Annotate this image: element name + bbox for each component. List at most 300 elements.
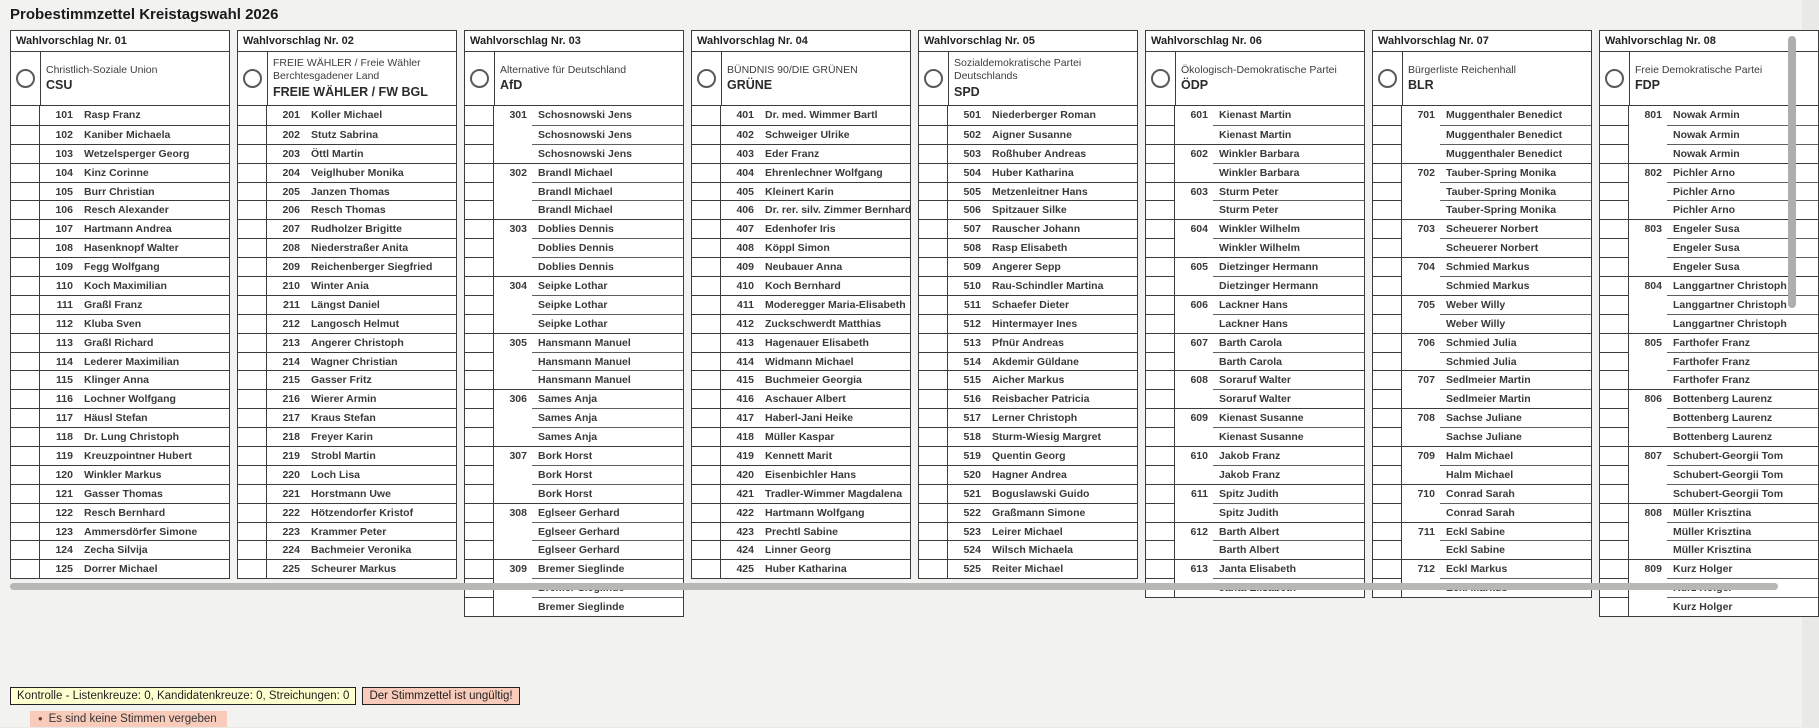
candidate-vote-checkbox[interactable] bbox=[1600, 182, 1629, 201]
candidate-vote-checkbox[interactable] bbox=[1373, 484, 1402, 503]
candidate-vote-checkbox[interactable] bbox=[11, 559, 40, 578]
candidate-vote-checkbox[interactable] bbox=[238, 540, 267, 559]
candidate-vote-checkbox[interactable] bbox=[1600, 503, 1629, 522]
candidate-name: Graßl Franz bbox=[78, 295, 229, 314]
candidate-row bbox=[919, 370, 1137, 389]
candidate-vote-checkbox[interactable] bbox=[465, 276, 494, 295]
candidate-vote-checkbox[interactable] bbox=[11, 484, 40, 503]
candidate-name: Koch Maximilian bbox=[78, 276, 229, 295]
candidate-vote-checkbox[interactable] bbox=[1373, 408, 1402, 427]
candidate-vote-checkbox[interactable] bbox=[692, 503, 721, 522]
candidate-name: Sames Anja bbox=[532, 427, 683, 446]
candidate-vote-checkbox[interactable] bbox=[1373, 446, 1402, 465]
candidate-vote-checkbox[interactable] bbox=[919, 333, 948, 352]
candidate-vote-checkbox[interactable] bbox=[692, 352, 721, 371]
candidate-number: 519 bbox=[948, 446, 986, 465]
candidate-vote-checkbox[interactable] bbox=[11, 370, 40, 389]
candidate-vote-checkbox[interactable] bbox=[1146, 465, 1175, 484]
candidate-vote-checkbox[interactable] bbox=[1600, 238, 1629, 257]
candidate-vote-checkbox[interactable] bbox=[1373, 522, 1402, 541]
candidate-name: Tradler-Wimmer Magdalena bbox=[759, 484, 910, 503]
candidate-vote-checkbox[interactable] bbox=[1373, 257, 1402, 276]
candidate-vote-checkbox[interactable] bbox=[692, 484, 721, 503]
candidate-number: 420 bbox=[721, 465, 759, 484]
candidate-name: Langosch Helmut bbox=[305, 314, 456, 333]
candidate-vote-checkbox[interactable] bbox=[692, 408, 721, 427]
candidate-vote-checkbox[interactable] bbox=[1600, 540, 1629, 559]
candidate-vote-checkbox[interactable] bbox=[1146, 408, 1175, 427]
list-vote-radio[interactable] bbox=[1378, 69, 1397, 88]
candidate-vote-checkbox[interactable] bbox=[465, 333, 494, 352]
list-vote-cell[interactable] bbox=[1600, 52, 1630, 105]
candidate-vote-checkbox[interactable] bbox=[1146, 144, 1175, 163]
candidate-vote-checkbox[interactable] bbox=[919, 408, 948, 427]
candidate-vote-checkbox[interactable] bbox=[1600, 295, 1629, 314]
candidate-vote-checkbox[interactable] bbox=[692, 333, 721, 352]
candidate-vote-checkbox[interactable] bbox=[1146, 370, 1175, 389]
candidate-vote-checkbox[interactable] bbox=[1146, 446, 1175, 465]
candidate-vote-checkbox[interactable] bbox=[238, 503, 267, 522]
candidate-vote-checkbox[interactable] bbox=[692, 276, 721, 295]
candidate-vote-checkbox[interactable] bbox=[238, 352, 267, 371]
candidate-vote-checkbox[interactable] bbox=[238, 314, 267, 333]
candidate-vote-checkbox[interactable] bbox=[919, 389, 948, 408]
candidate-vote-checkbox[interactable] bbox=[692, 314, 721, 333]
candidate-vote-checkbox[interactable] bbox=[1146, 559, 1175, 578]
candidate-name: Seipke Lothar bbox=[532, 295, 683, 314]
candidate-vote-checkbox[interactable] bbox=[1600, 125, 1629, 144]
candidate-vote-checkbox[interactable] bbox=[692, 427, 721, 446]
candidate-vote-checkbox[interactable] bbox=[1373, 125, 1402, 144]
candidate-vote-checkbox[interactable] bbox=[238, 125, 267, 144]
candidate-vote-checkbox[interactable] bbox=[692, 446, 721, 465]
candidate-vote-checkbox[interactable] bbox=[465, 370, 494, 389]
candidate-vote-checkbox[interactable] bbox=[1600, 106, 1629, 125]
candidate-name: Eglseer Gerhard bbox=[532, 503, 683, 522]
candidate-vote-checkbox[interactable] bbox=[238, 295, 267, 314]
candidate-vote-checkbox[interactable] bbox=[919, 295, 948, 314]
candidate-vote-checkbox[interactable] bbox=[919, 106, 948, 125]
party-abbreviation: GRÜNE bbox=[727, 77, 773, 92]
candidate-vote-checkbox[interactable] bbox=[919, 314, 948, 333]
candidate-vote-checkbox[interactable] bbox=[919, 200, 948, 219]
candidate-vote-checkbox[interactable] bbox=[11, 314, 40, 333]
candidate-vote-checkbox[interactable] bbox=[238, 238, 267, 257]
candidate-row bbox=[238, 352, 456, 371]
candidate-vote-checkbox[interactable] bbox=[238, 522, 267, 541]
candidate-vote-checkbox[interactable] bbox=[11, 333, 40, 352]
candidate-number bbox=[1175, 352, 1213, 371]
candidate-vote-checkbox[interactable] bbox=[1373, 559, 1402, 578]
candidate-vote-checkbox[interactable] bbox=[692, 540, 721, 559]
list-vote-cell[interactable] bbox=[692, 52, 722, 105]
candidate-vote-checkbox[interactable] bbox=[1600, 389, 1629, 408]
candidate-vote-checkbox[interactable] bbox=[1146, 238, 1175, 257]
candidate-vote-checkbox[interactable] bbox=[238, 144, 267, 163]
candidate-vote-checkbox[interactable] bbox=[1146, 352, 1175, 371]
candidate-name: Linner Georg bbox=[759, 540, 910, 559]
candidate-vote-checkbox[interactable] bbox=[11, 522, 40, 541]
candidate-vote-checkbox[interactable] bbox=[238, 446, 267, 465]
candidate-number: 712 bbox=[1402, 559, 1440, 578]
candidate-number bbox=[1175, 503, 1213, 522]
candidate-name: Kluba Sven bbox=[78, 314, 229, 333]
candidate-vote-checkbox[interactable] bbox=[919, 522, 948, 541]
candidate-vote-checkbox[interactable] bbox=[465, 238, 494, 257]
candidate-vote-checkbox[interactable] bbox=[238, 370, 267, 389]
candidate-row bbox=[465, 276, 683, 295]
candidate-vote-checkbox[interactable] bbox=[238, 276, 267, 295]
candidate-name: Längst Daniel bbox=[305, 295, 456, 314]
candidate-name: Sturm-Wiesig Margret bbox=[986, 427, 1137, 446]
candidate-vote-checkbox[interactable] bbox=[1373, 503, 1402, 522]
list-vote-cell[interactable] bbox=[1373, 52, 1403, 105]
candidate-row bbox=[1600, 484, 1818, 503]
candidate-vote-checkbox[interactable] bbox=[1146, 333, 1175, 352]
candidate-vote-checkbox[interactable] bbox=[1146, 106, 1175, 125]
candidate-vote-checkbox[interactable] bbox=[1146, 276, 1175, 295]
candidate-row bbox=[1146, 295, 1364, 314]
candidate-vote-checkbox[interactable] bbox=[692, 144, 721, 163]
candidate-vote-checkbox[interactable] bbox=[919, 446, 948, 465]
candidate-vote-checkbox[interactable] bbox=[919, 163, 948, 182]
candidate-vote-checkbox[interactable] bbox=[1373, 540, 1402, 559]
candidate-vote-checkbox[interactable] bbox=[692, 522, 721, 541]
candidate-vote-checkbox[interactable] bbox=[465, 559, 494, 578]
candidate-vote-checkbox[interactable] bbox=[465, 125, 494, 144]
candidate-vote-checkbox[interactable] bbox=[692, 219, 721, 238]
candidate-vote-checkbox[interactable] bbox=[11, 106, 40, 125]
candidate-name: Engeler Susa bbox=[1667, 238, 1818, 257]
candidate-rows bbox=[11, 106, 229, 578]
candidate-row bbox=[1373, 370, 1591, 389]
candidate-vote-checkbox[interactable] bbox=[238, 106, 267, 125]
wahlvorschlag-column-01 bbox=[10, 30, 230, 579]
candidate-name: Krammer Peter bbox=[305, 522, 456, 541]
candidate-vote-checkbox[interactable] bbox=[1600, 333, 1629, 352]
candidate-vote-checkbox[interactable] bbox=[465, 144, 494, 163]
candidate-number: 809 bbox=[1629, 559, 1667, 578]
candidate-number: 106 bbox=[40, 200, 78, 219]
candidate-vote-checkbox[interactable] bbox=[1373, 276, 1402, 295]
list-vote-radio[interactable] bbox=[16, 69, 35, 88]
candidate-number: 805 bbox=[1629, 333, 1667, 352]
candidate-vote-checkbox[interactable] bbox=[919, 465, 948, 484]
candidate-vote-checkbox[interactable] bbox=[919, 276, 948, 295]
candidate-vote-checkbox[interactable] bbox=[919, 238, 948, 257]
candidate-vote-checkbox[interactable] bbox=[11, 503, 40, 522]
candidate-vote-checkbox[interactable] bbox=[1600, 597, 1629, 616]
candidate-vote-checkbox[interactable] bbox=[465, 427, 494, 446]
bullet-icon: • bbox=[38, 711, 43, 726]
candidate-vote-checkbox[interactable] bbox=[1373, 200, 1402, 219]
candidate-vote-checkbox[interactable] bbox=[238, 389, 267, 408]
candidate-row bbox=[465, 559, 683, 578]
candidate-vote-checkbox[interactable] bbox=[1373, 238, 1402, 257]
candidate-vote-checkbox[interactable] bbox=[1146, 182, 1175, 201]
candidate-name: Hartmann Andrea bbox=[78, 219, 229, 238]
vertical-scrollbar[interactable] bbox=[1788, 36, 1796, 308]
candidate-number: 102 bbox=[40, 125, 78, 144]
candidate-vote-checkbox[interactable] bbox=[692, 370, 721, 389]
candidate-vote-checkbox[interactable] bbox=[11, 465, 40, 484]
candidate-vote-checkbox[interactable] bbox=[1600, 219, 1629, 238]
candidate-vote-checkbox[interactable] bbox=[919, 219, 948, 238]
candidate-row bbox=[1600, 144, 1818, 163]
candidate-vote-checkbox[interactable] bbox=[919, 503, 948, 522]
candidate-vote-checkbox[interactable] bbox=[1600, 276, 1629, 295]
candidate-name: Lerner Christoph bbox=[986, 408, 1137, 427]
candidate-vote-checkbox[interactable] bbox=[1146, 540, 1175, 559]
list-vote-radio[interactable] bbox=[470, 69, 489, 88]
candidate-vote-checkbox[interactable] bbox=[1146, 125, 1175, 144]
candidate-vote-checkbox[interactable] bbox=[919, 540, 948, 559]
candidate-vote-checkbox[interactable] bbox=[465, 314, 494, 333]
candidate-vote-checkbox[interactable] bbox=[238, 427, 267, 446]
candidate-name: Schosnowski Jens bbox=[532, 144, 683, 163]
candidate-number: 413 bbox=[721, 333, 759, 352]
candidate-vote-checkbox[interactable] bbox=[1373, 333, 1402, 352]
list-vote-radio[interactable] bbox=[924, 69, 943, 88]
candidate-vote-checkbox[interactable] bbox=[465, 446, 494, 465]
candidate-vote-checkbox[interactable] bbox=[238, 182, 267, 201]
candidate-row bbox=[465, 427, 683, 446]
candidate-name: Schweiger Ulrike bbox=[759, 125, 910, 144]
candidate-vote-checkbox[interactable] bbox=[919, 427, 948, 446]
candidate-number bbox=[1175, 389, 1213, 408]
candidate-vote-checkbox[interactable] bbox=[465, 352, 494, 371]
candidate-row bbox=[692, 200, 910, 219]
candidate-vote-checkbox[interactable] bbox=[1373, 370, 1402, 389]
candidate-vote-checkbox[interactable] bbox=[238, 484, 267, 503]
candidate-vote-checkbox[interactable] bbox=[1373, 389, 1402, 408]
candidate-vote-checkbox[interactable] bbox=[465, 257, 494, 276]
candidate-number bbox=[1402, 182, 1440, 201]
candidate-vote-checkbox[interactable] bbox=[238, 257, 267, 276]
candidate-vote-checkbox[interactable] bbox=[465, 540, 494, 559]
candidate-vote-checkbox[interactable] bbox=[692, 106, 721, 125]
candidate-vote-checkbox[interactable] bbox=[1146, 200, 1175, 219]
candidate-name: Müller Krisztina bbox=[1667, 503, 1818, 522]
candidate-number: 802 bbox=[1629, 163, 1667, 182]
candidate-vote-checkbox[interactable] bbox=[465, 522, 494, 541]
candidate-number bbox=[1402, 314, 1440, 333]
candidate-vote-checkbox[interactable] bbox=[1146, 314, 1175, 333]
candidate-vote-checkbox[interactable] bbox=[919, 559, 948, 578]
candidate-vote-checkbox[interactable] bbox=[692, 295, 721, 314]
candidate-number bbox=[1629, 182, 1667, 201]
candidate-vote-checkbox[interactable] bbox=[1373, 219, 1402, 238]
candidate-vote-checkbox[interactable] bbox=[692, 200, 721, 219]
candidate-name: Öttl Martin bbox=[305, 144, 456, 163]
candidate-number bbox=[1402, 503, 1440, 522]
candidate-vote-checkbox[interactable] bbox=[11, 427, 40, 446]
candidate-vote-checkbox[interactable] bbox=[919, 352, 948, 371]
candidate-vote-checkbox[interactable] bbox=[465, 163, 494, 182]
candidate-name: Müller Krisztina bbox=[1667, 522, 1818, 541]
candidate-vote-checkbox[interactable] bbox=[1600, 352, 1629, 371]
candidate-row bbox=[11, 182, 229, 201]
candidate-name: Rau-Schindler Martina bbox=[986, 276, 1137, 295]
candidate-vote-checkbox[interactable] bbox=[1146, 484, 1175, 503]
candidate-vote-checkbox[interactable] bbox=[465, 200, 494, 219]
candidate-vote-checkbox[interactable] bbox=[11, 389, 40, 408]
candidate-vote-checkbox[interactable] bbox=[238, 408, 267, 427]
candidate-vote-checkbox[interactable] bbox=[1373, 295, 1402, 314]
candidate-vote-checkbox[interactable] bbox=[11, 540, 40, 559]
candidate-vote-checkbox[interactable] bbox=[1373, 182, 1402, 201]
candidate-vote-checkbox[interactable] bbox=[1600, 163, 1629, 182]
candidate-vote-checkbox[interactable] bbox=[1600, 144, 1629, 163]
candidate-vote-checkbox[interactable] bbox=[692, 238, 721, 257]
candidate-vote-checkbox[interactable] bbox=[1600, 559, 1629, 578]
candidate-row bbox=[11, 238, 229, 257]
list-vote-radio[interactable] bbox=[697, 69, 716, 88]
candidate-vote-checkbox[interactable] bbox=[919, 144, 948, 163]
candidate-vote-checkbox[interactable] bbox=[11, 446, 40, 465]
party-info bbox=[949, 52, 1137, 105]
candidate-vote-checkbox[interactable] bbox=[465, 219, 494, 238]
candidate-vote-checkbox[interactable] bbox=[1600, 200, 1629, 219]
candidate-vote-checkbox[interactable] bbox=[1600, 484, 1629, 503]
candidate-name: Wierer Armin bbox=[305, 389, 456, 408]
candidate-vote-checkbox[interactable] bbox=[1600, 370, 1629, 389]
party-abbreviation: ÖDP bbox=[1181, 77, 1209, 92]
candidate-vote-checkbox[interactable] bbox=[1373, 106, 1402, 125]
candidate-vote-checkbox[interactable] bbox=[238, 465, 267, 484]
candidate-row bbox=[692, 446, 910, 465]
candidate-vote-checkbox[interactable] bbox=[465, 182, 494, 201]
candidate-row bbox=[919, 540, 1137, 559]
candidate-vote-checkbox[interactable] bbox=[1600, 408, 1629, 427]
candidate-vote-checkbox[interactable] bbox=[1373, 144, 1402, 163]
candidate-vote-checkbox[interactable] bbox=[1146, 163, 1175, 182]
candidate-row bbox=[1600, 503, 1818, 522]
candidate-vote-checkbox[interactable] bbox=[692, 465, 721, 484]
candidate-name: Graßmann Simone bbox=[986, 503, 1137, 522]
candidate-vote-checkbox[interactable] bbox=[692, 182, 721, 201]
candidate-vote-checkbox[interactable] bbox=[465, 389, 494, 408]
candidate-number bbox=[494, 465, 532, 484]
candidate-name: Gasser Fritz bbox=[305, 370, 456, 389]
candidate-vote-checkbox[interactable] bbox=[11, 144, 40, 163]
candidate-vote-checkbox[interactable] bbox=[1600, 427, 1629, 446]
candidate-number: 101 bbox=[55, 109, 73, 122]
candidate-row bbox=[692, 540, 910, 559]
candidate-vote-checkbox[interactable] bbox=[11, 182, 40, 201]
candidate-vote-checkbox[interactable] bbox=[1373, 163, 1402, 182]
candidate-row bbox=[1600, 540, 1818, 559]
candidate-vote-checkbox[interactable] bbox=[1146, 295, 1175, 314]
candidate-vote-checkbox[interactable] bbox=[1600, 257, 1629, 276]
candidate-vote-checkbox[interactable] bbox=[465, 465, 494, 484]
candidate-vote-checkbox[interactable] bbox=[11, 219, 40, 238]
candidate-vote-checkbox[interactable] bbox=[238, 163, 267, 182]
candidate-name: Pfnür Andreas bbox=[986, 333, 1137, 352]
candidate-vote-checkbox[interactable] bbox=[11, 257, 40, 276]
candidate-vote-checkbox[interactable] bbox=[1146, 503, 1175, 522]
candidate-vote-checkbox[interactable] bbox=[1146, 389, 1175, 408]
candidate-vote-checkbox[interactable] bbox=[11, 408, 40, 427]
candidate-vote-checkbox[interactable] bbox=[11, 125, 40, 144]
candidate-number bbox=[1629, 522, 1667, 541]
candidate-vote-checkbox[interactable] bbox=[919, 484, 948, 503]
horizontal-scrollbar[interactable] bbox=[10, 583, 1778, 590]
candidate-name: Neubauer Anna bbox=[759, 257, 910, 276]
candidate-vote-checkbox[interactable] bbox=[692, 163, 721, 182]
candidate-vote-checkbox[interactable] bbox=[692, 125, 721, 144]
list-vote-radio[interactable] bbox=[1151, 69, 1170, 88]
list-vote-cell[interactable] bbox=[11, 52, 41, 105]
list-vote-cell[interactable] bbox=[919, 52, 949, 105]
candidate-vote-checkbox[interactable] bbox=[238, 200, 267, 219]
candidate-vote-checkbox[interactable] bbox=[11, 276, 40, 295]
candidate-number: 516 bbox=[948, 389, 986, 408]
candidate-vote-checkbox[interactable] bbox=[465, 503, 494, 522]
party-row bbox=[1373, 52, 1591, 106]
candidate-number: 524 bbox=[948, 540, 986, 559]
party-row bbox=[1600, 52, 1818, 106]
candidate-vote-checkbox[interactable] bbox=[1600, 314, 1629, 333]
candidate-row bbox=[692, 427, 910, 446]
hint-text: Es sind keine Stimmen vergeben bbox=[48, 712, 217, 725]
candidate-vote-checkbox[interactable] bbox=[465, 597, 494, 616]
candidate-vote-checkbox[interactable] bbox=[238, 333, 267, 352]
candidate-vote-checkbox[interactable] bbox=[919, 257, 948, 276]
candidate-row bbox=[692, 257, 910, 276]
candidate-vote-checkbox[interactable] bbox=[1373, 314, 1402, 333]
candidate-vote-checkbox[interactable] bbox=[919, 370, 948, 389]
candidate-vote-checkbox[interactable] bbox=[465, 408, 494, 427]
candidate-vote-checkbox[interactable] bbox=[11, 295, 40, 314]
candidate-vote-checkbox[interactable] bbox=[919, 182, 948, 201]
candidate-vote-checkbox[interactable] bbox=[1373, 427, 1402, 446]
candidate-vote-checkbox[interactable] bbox=[238, 559, 267, 578]
candidate-number bbox=[494, 238, 532, 257]
list-vote-cell[interactable] bbox=[238, 52, 268, 105]
list-vote-radio[interactable] bbox=[1605, 69, 1624, 88]
candidate-vote-checkbox[interactable] bbox=[11, 200, 40, 219]
candidate-vote-checkbox[interactable] bbox=[1373, 352, 1402, 371]
candidate-vote-checkbox[interactable] bbox=[11, 163, 40, 182]
candidate-vote-checkbox[interactable] bbox=[1600, 522, 1629, 541]
candidate-vote-checkbox[interactable] bbox=[11, 352, 40, 371]
candidate-vote-checkbox[interactable] bbox=[465, 295, 494, 314]
candidate-vote-checkbox[interactable] bbox=[692, 559, 721, 578]
candidate-vote-checkbox[interactable] bbox=[11, 238, 40, 257]
candidate-vote-checkbox[interactable] bbox=[692, 389, 721, 408]
candidate-vote-checkbox[interactable] bbox=[1600, 465, 1629, 484]
candidate-name: Farthofer Franz bbox=[1667, 333, 1818, 352]
candidate-vote-checkbox[interactable] bbox=[1146, 522, 1175, 541]
candidate-vote-checkbox[interactable] bbox=[919, 125, 948, 144]
candidate-name: Freyer Karin bbox=[305, 427, 456, 446]
candidate-vote-checkbox[interactable] bbox=[465, 484, 494, 503]
candidate-vote-checkbox[interactable] bbox=[1146, 219, 1175, 238]
candidate-vote-checkbox[interactable] bbox=[692, 257, 721, 276]
candidate-vote-checkbox[interactable] bbox=[1146, 427, 1175, 446]
candidate-vote-checkbox[interactable] bbox=[1373, 465, 1402, 484]
list-vote-cell[interactable] bbox=[465, 52, 495, 105]
candidate-row bbox=[1373, 559, 1591, 578]
candidate-vote-checkbox[interactable] bbox=[1146, 257, 1175, 276]
candidate-name: Spitz Judith bbox=[1213, 503, 1364, 522]
list-vote-cell[interactable] bbox=[1146, 52, 1176, 105]
candidate-vote-checkbox[interactable] bbox=[465, 106, 494, 125]
list-vote-radio[interactable] bbox=[243, 69, 262, 88]
candidate-vote-checkbox[interactable] bbox=[1600, 446, 1629, 465]
candidate-vote-checkbox[interactable] bbox=[238, 219, 267, 238]
